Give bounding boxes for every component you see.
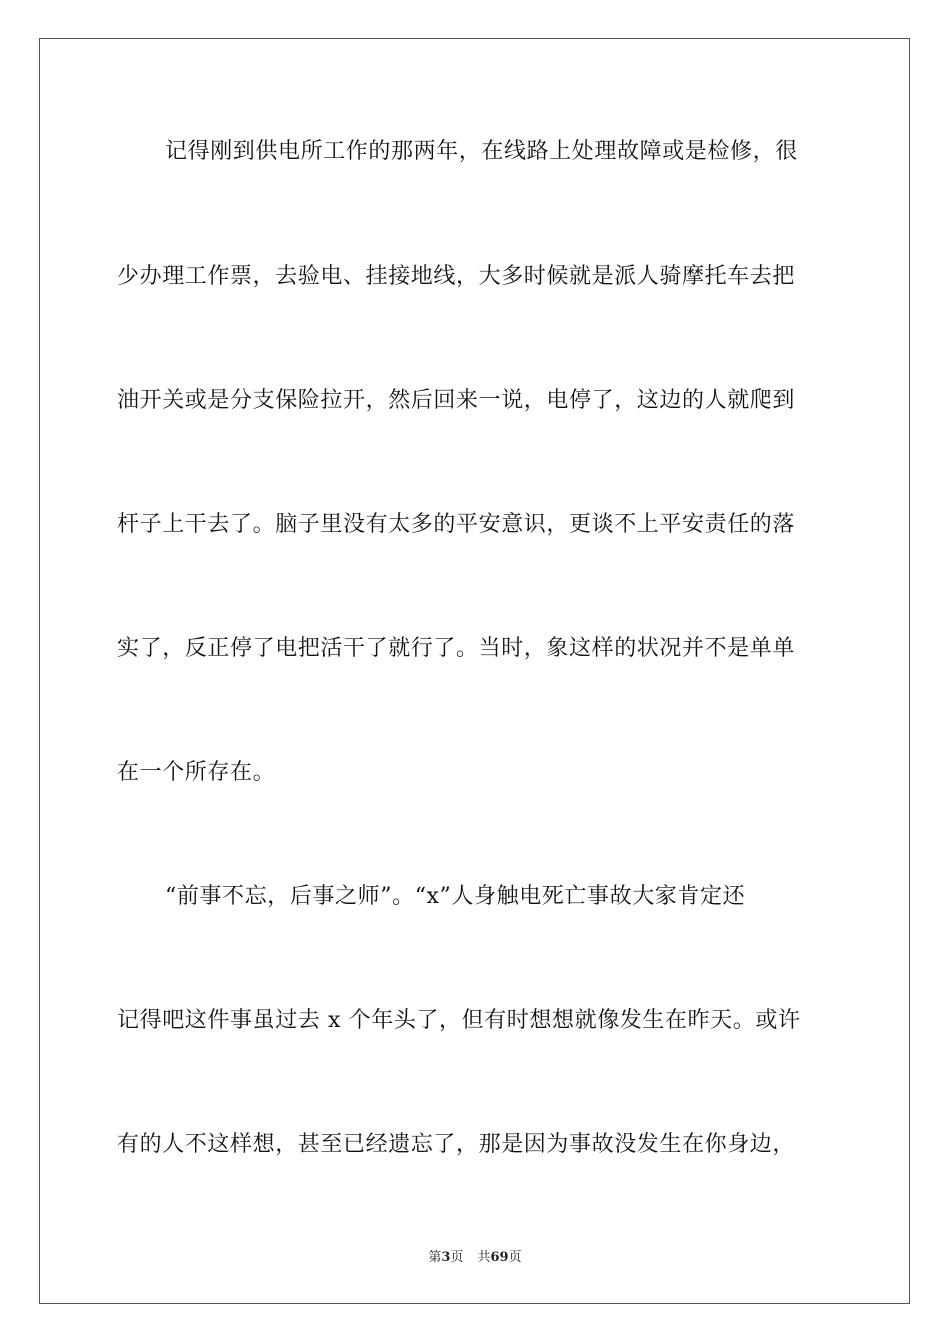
paragraph-1-line-3: 油开关或是分支保险拉开，然后回来一说，电停了，这边的人就爬到 (117, 388, 796, 413)
paragraph-1-line-1: 记得刚到供电所工作的那两年，在线路上处理故障或是检修，很 (165, 139, 798, 164)
footer-total-prefix: 共 (477, 1250, 491, 1265)
paragraph-2-line-1: “前事不忘，后事之师”。“x”人身触电死亡事故大家肯定还 (165, 884, 746, 909)
paragraph-1-line-2: 少办理工作票，去验电、挂接地线，大多时候就是派人骑摩托车去把 (117, 264, 796, 289)
paragraph-1-line-4: 杆子上干去了。脑子里没有太多的平安意识，更谈不上平安责任的落 (117, 512, 796, 537)
paragraph-1-line-5: 实了，反正停了电把活干了就行了。当时，象这样的状况并不是单单 (117, 636, 796, 661)
footer-total-pages: 69 (490, 1250, 509, 1265)
footer-page-number: 3 (441, 1250, 451, 1265)
paragraph-2-line-3: 有的人不这样想，甚至已经遗忘了，那是因为事故没发生在你身边， (117, 1132, 796, 1157)
paragraph-2-line-2: 记得吧这件事虽过去 x 个年头了，但有时想想就像发生在昨天。或许 (117, 1008, 801, 1033)
footer-total-suffix: 页 (508, 1250, 522, 1265)
page-border (39, 38, 910, 1304)
footer-page-suffix: 页 (450, 1250, 464, 1265)
footer-page-prefix: 第 (428, 1250, 442, 1265)
page-footer (0, 1250, 950, 1266)
paragraph-1-line-6: 在一个所存在。 (117, 760, 276, 785)
